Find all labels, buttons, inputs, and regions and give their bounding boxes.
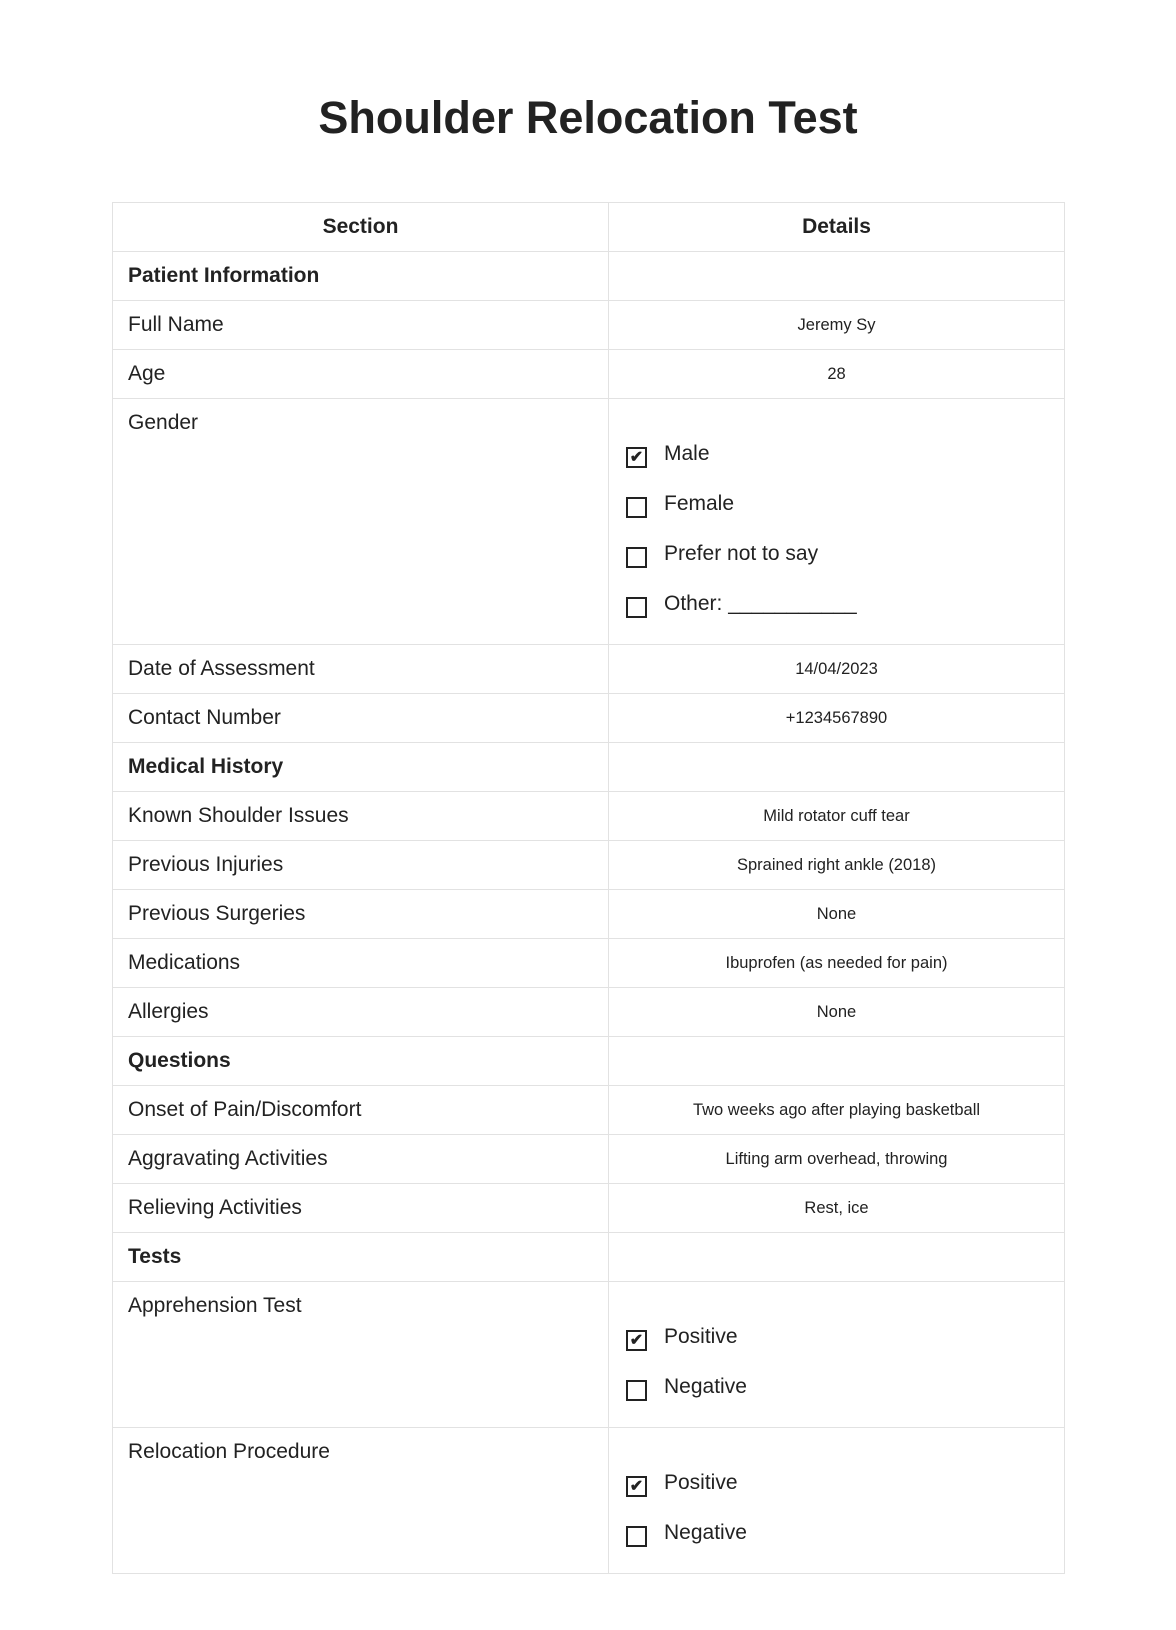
checked-checkbox-icon[interactable]: ✔ bbox=[626, 447, 647, 468]
relocation-options bbox=[609, 1428, 1065, 1574]
checkbox-icon[interactable] bbox=[626, 597, 647, 618]
value-medications: Ibuprofen (as needed for pain) bbox=[609, 939, 1065, 988]
checkbox-label: Negative bbox=[664, 1521, 747, 1544]
value-issues: Mild rotator cuff tear bbox=[609, 792, 1065, 841]
value-full-name: Jeremy Sy bbox=[609, 301, 1065, 350]
checkbox-icon[interactable] bbox=[626, 1526, 647, 1547]
checkbox-label: Other: ___________ bbox=[664, 592, 857, 615]
checkbox-label: Female bbox=[664, 492, 735, 515]
page-title: Shoulder Relocation Test bbox=[318, 92, 858, 143]
checkbox-option[interactable] bbox=[626, 529, 1064, 579]
label-issues: Known Shoulder Issues bbox=[113, 792, 609, 841]
table-row bbox=[113, 1282, 1065, 1428]
table-row bbox=[113, 399, 1065, 645]
checked-checkbox-icon[interactable]: ✔ bbox=[626, 1330, 647, 1351]
label-injuries: Previous Injuries bbox=[113, 841, 609, 890]
table-row bbox=[113, 792, 1065, 841]
label-allergies: Allergies bbox=[113, 988, 609, 1037]
checkbox-label: Male bbox=[664, 442, 710, 465]
value-date: 14/04/2023 bbox=[609, 645, 1065, 694]
value-surgeries: None bbox=[609, 890, 1065, 939]
value-aggravating: Lifting arm overhead, throwing bbox=[609, 1135, 1065, 1184]
checkbox-option[interactable] bbox=[626, 479, 1064, 529]
apprehension-options bbox=[609, 1282, 1065, 1428]
checkbox-icon[interactable] bbox=[626, 497, 647, 518]
table-row bbox=[113, 890, 1065, 939]
value-onset: Two weeks ago after playing basketball bbox=[609, 1086, 1065, 1135]
table-row bbox=[113, 939, 1065, 988]
section-row bbox=[113, 252, 1065, 301]
checkbox-label: Positive bbox=[664, 1471, 738, 1494]
checkbox-option[interactable] bbox=[626, 429, 1064, 479]
table-row bbox=[113, 1184, 1065, 1233]
value-injuries: Sprained right ankle (2018) bbox=[609, 841, 1065, 890]
table-row bbox=[113, 694, 1065, 743]
table-row bbox=[113, 841, 1065, 890]
value-allergies: None bbox=[609, 988, 1065, 1037]
section-row bbox=[113, 1037, 1065, 1086]
section-row bbox=[113, 1233, 1065, 1282]
section-history: Medical History bbox=[113, 743, 609, 792]
label-gender: Gender bbox=[113, 399, 609, 645]
label-relieving: Relieving Activities bbox=[113, 1184, 609, 1233]
checkbox-option[interactable] bbox=[626, 579, 1064, 629]
section-row bbox=[113, 743, 1065, 792]
table-row bbox=[113, 301, 1065, 350]
table-row bbox=[113, 1135, 1065, 1184]
label-contact: Contact Number bbox=[113, 694, 609, 743]
table-header bbox=[113, 203, 1065, 252]
section-questions: Questions bbox=[113, 1037, 609, 1086]
label-age: Age bbox=[113, 350, 609, 399]
checked-checkbox-icon[interactable]: ✔ bbox=[626, 1476, 647, 1497]
table-row bbox=[113, 1086, 1065, 1135]
value-age: 28 bbox=[609, 350, 1065, 399]
label-full-name: Full Name bbox=[113, 301, 609, 350]
label-medications: Medications bbox=[113, 939, 609, 988]
checkbox-label: Prefer not to say bbox=[664, 542, 819, 565]
label-surgeries: Previous Surgeries bbox=[113, 890, 609, 939]
checkbox-option[interactable] bbox=[626, 1508, 1064, 1558]
header-section: Section bbox=[113, 203, 609, 252]
value-relieving: Rest, ice bbox=[609, 1184, 1065, 1233]
checkbox-option[interactable] bbox=[626, 1312, 1064, 1362]
checkbox-icon[interactable] bbox=[626, 1380, 647, 1401]
label-onset: Onset of Pain/Discomfort bbox=[113, 1086, 609, 1135]
checkbox-label: Positive bbox=[664, 1325, 738, 1348]
header-details: Details bbox=[609, 203, 1065, 252]
table-row bbox=[113, 988, 1065, 1037]
value-contact: +1234567890 bbox=[609, 694, 1065, 743]
assessment-table bbox=[112, 202, 1065, 1574]
label-relocation: Relocation Procedure bbox=[113, 1428, 609, 1574]
label-aggravating: Aggravating Activities bbox=[113, 1135, 609, 1184]
checkbox-label: Negative bbox=[664, 1375, 747, 1398]
checkbox-option[interactable] bbox=[626, 1458, 1064, 1508]
table-row bbox=[113, 1428, 1065, 1574]
gender-options bbox=[609, 399, 1065, 645]
checkbox-icon[interactable] bbox=[626, 547, 647, 568]
table-row bbox=[113, 350, 1065, 399]
label-date: Date of Assessment bbox=[113, 645, 609, 694]
section-patient: Patient Information bbox=[113, 252, 609, 301]
table-row bbox=[113, 645, 1065, 694]
checkbox-option[interactable] bbox=[626, 1362, 1064, 1412]
label-apprehension: Apprehension Test bbox=[113, 1282, 609, 1428]
section-tests: Tests bbox=[113, 1233, 609, 1282]
